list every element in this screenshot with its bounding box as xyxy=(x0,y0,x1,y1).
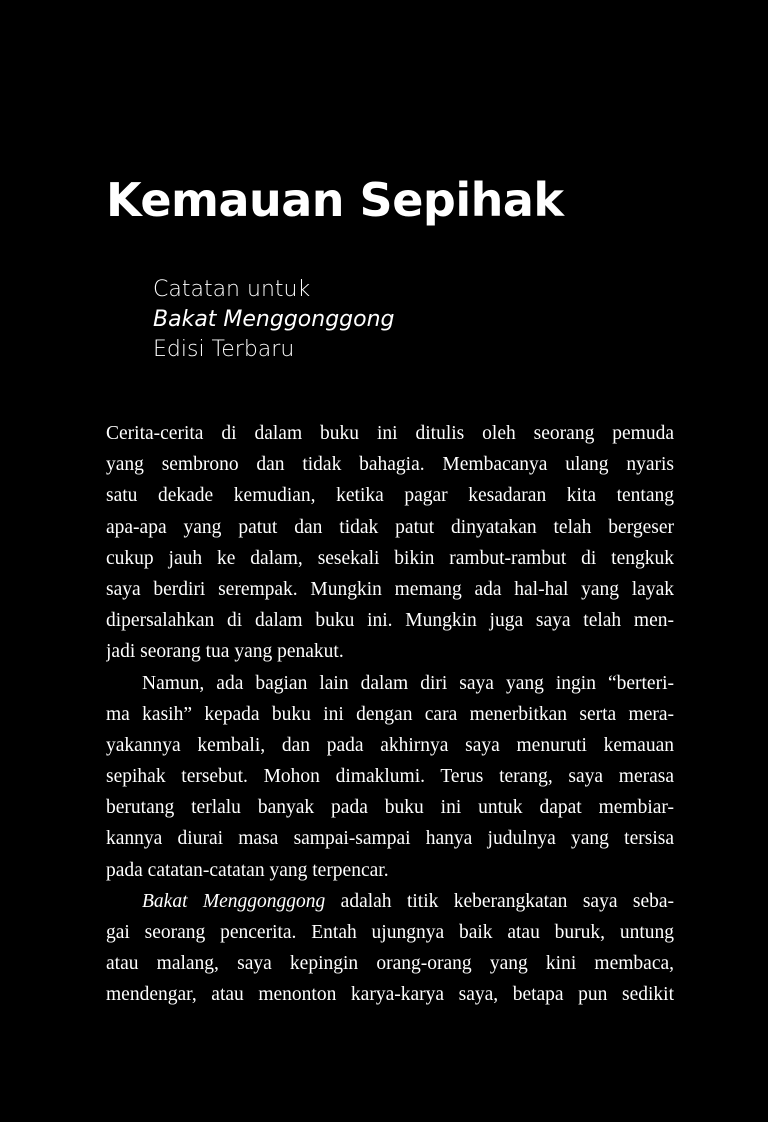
paragraph-1-line: jadi seorang tua yang penakut. xyxy=(106,641,344,663)
chapter-title: Kemauan Sepihak xyxy=(106,173,564,227)
paragraph-2-line: berutang terlalu banyak pada buku ini untuk dapat membiar- xyxy=(106,797,674,819)
book-title-reference: Bakat Menggonggong xyxy=(142,890,326,912)
paragraph-3-first-line-rest: adalah titik keberangkatan saya seba- xyxy=(325,890,674,912)
paragraph-1-line: yang sembrono dan tidak bahagia. Membacanya ulang nyaris xyxy=(106,454,674,476)
subtitle-book-title: Bakat Menggonggong xyxy=(153,307,395,332)
paragraph-1-line: satu dekade kemudian, ketika pagar kesadaran kita tentang xyxy=(106,485,674,507)
chapter-subtitle xyxy=(153,275,395,365)
paragraph-3-line: mendengar, atau menonton karya-karya saya, betapa pun sedikit xyxy=(106,984,674,1006)
paragraph-2-line: sepihak tersebut. Mohon dimaklumi. Terus terang, saya merasa xyxy=(106,766,674,788)
paragraph-1-line: cukup jauh ke dalam, sesekali bikin rambut-rambut di tengkuk xyxy=(106,547,674,569)
paragraph-2-line: pada catatan-catatan yang terpencar. xyxy=(106,859,389,881)
subtitle-line-1: Catatan untuk xyxy=(153,277,311,302)
paragraph-3-line: gai seorang pencerita. Entah ujungnya baik atau buruk, untung xyxy=(106,922,674,943)
paragraph-1-line: dipersalahkan di dalam buku ini. Mungkin juga saya telah men- xyxy=(106,610,674,632)
paragraph-2-line: kannya diurai masa sampai-sampai hanya judulnya yang tersisa xyxy=(106,828,674,850)
paragraph-3-first-line xyxy=(106,886,674,917)
paragraph-2-line: ma kasih” kepada buku ini dengan cara menerbitkan serta mera- xyxy=(106,703,674,725)
body-text xyxy=(106,418,674,1011)
subtitle-line-3: Edisi Terbaru xyxy=(153,337,295,362)
paragraph-2-line: Namun, ada bagian lain dalam diri saya yang ingin “berteri- xyxy=(142,672,674,694)
paragraph-2-line: yakannya kembali, dan pada akhirnya saya menuruti kemauan xyxy=(106,734,674,756)
paragraph-3-line: atau malang, saya kepingin orang-orang yang kini membaca, xyxy=(106,953,674,975)
paragraph-1-line: Cerita-cerita di dalam buku ini ditulis oleh seorang pemuda xyxy=(106,423,674,444)
paragraph-1-line: apa-apa yang patut dan tidak patut dinyatakan telah bergeser xyxy=(106,516,674,538)
paragraph-1-line: saya berdiri serempak. Mungkin memang ada hal-hal yang layak xyxy=(106,578,674,600)
